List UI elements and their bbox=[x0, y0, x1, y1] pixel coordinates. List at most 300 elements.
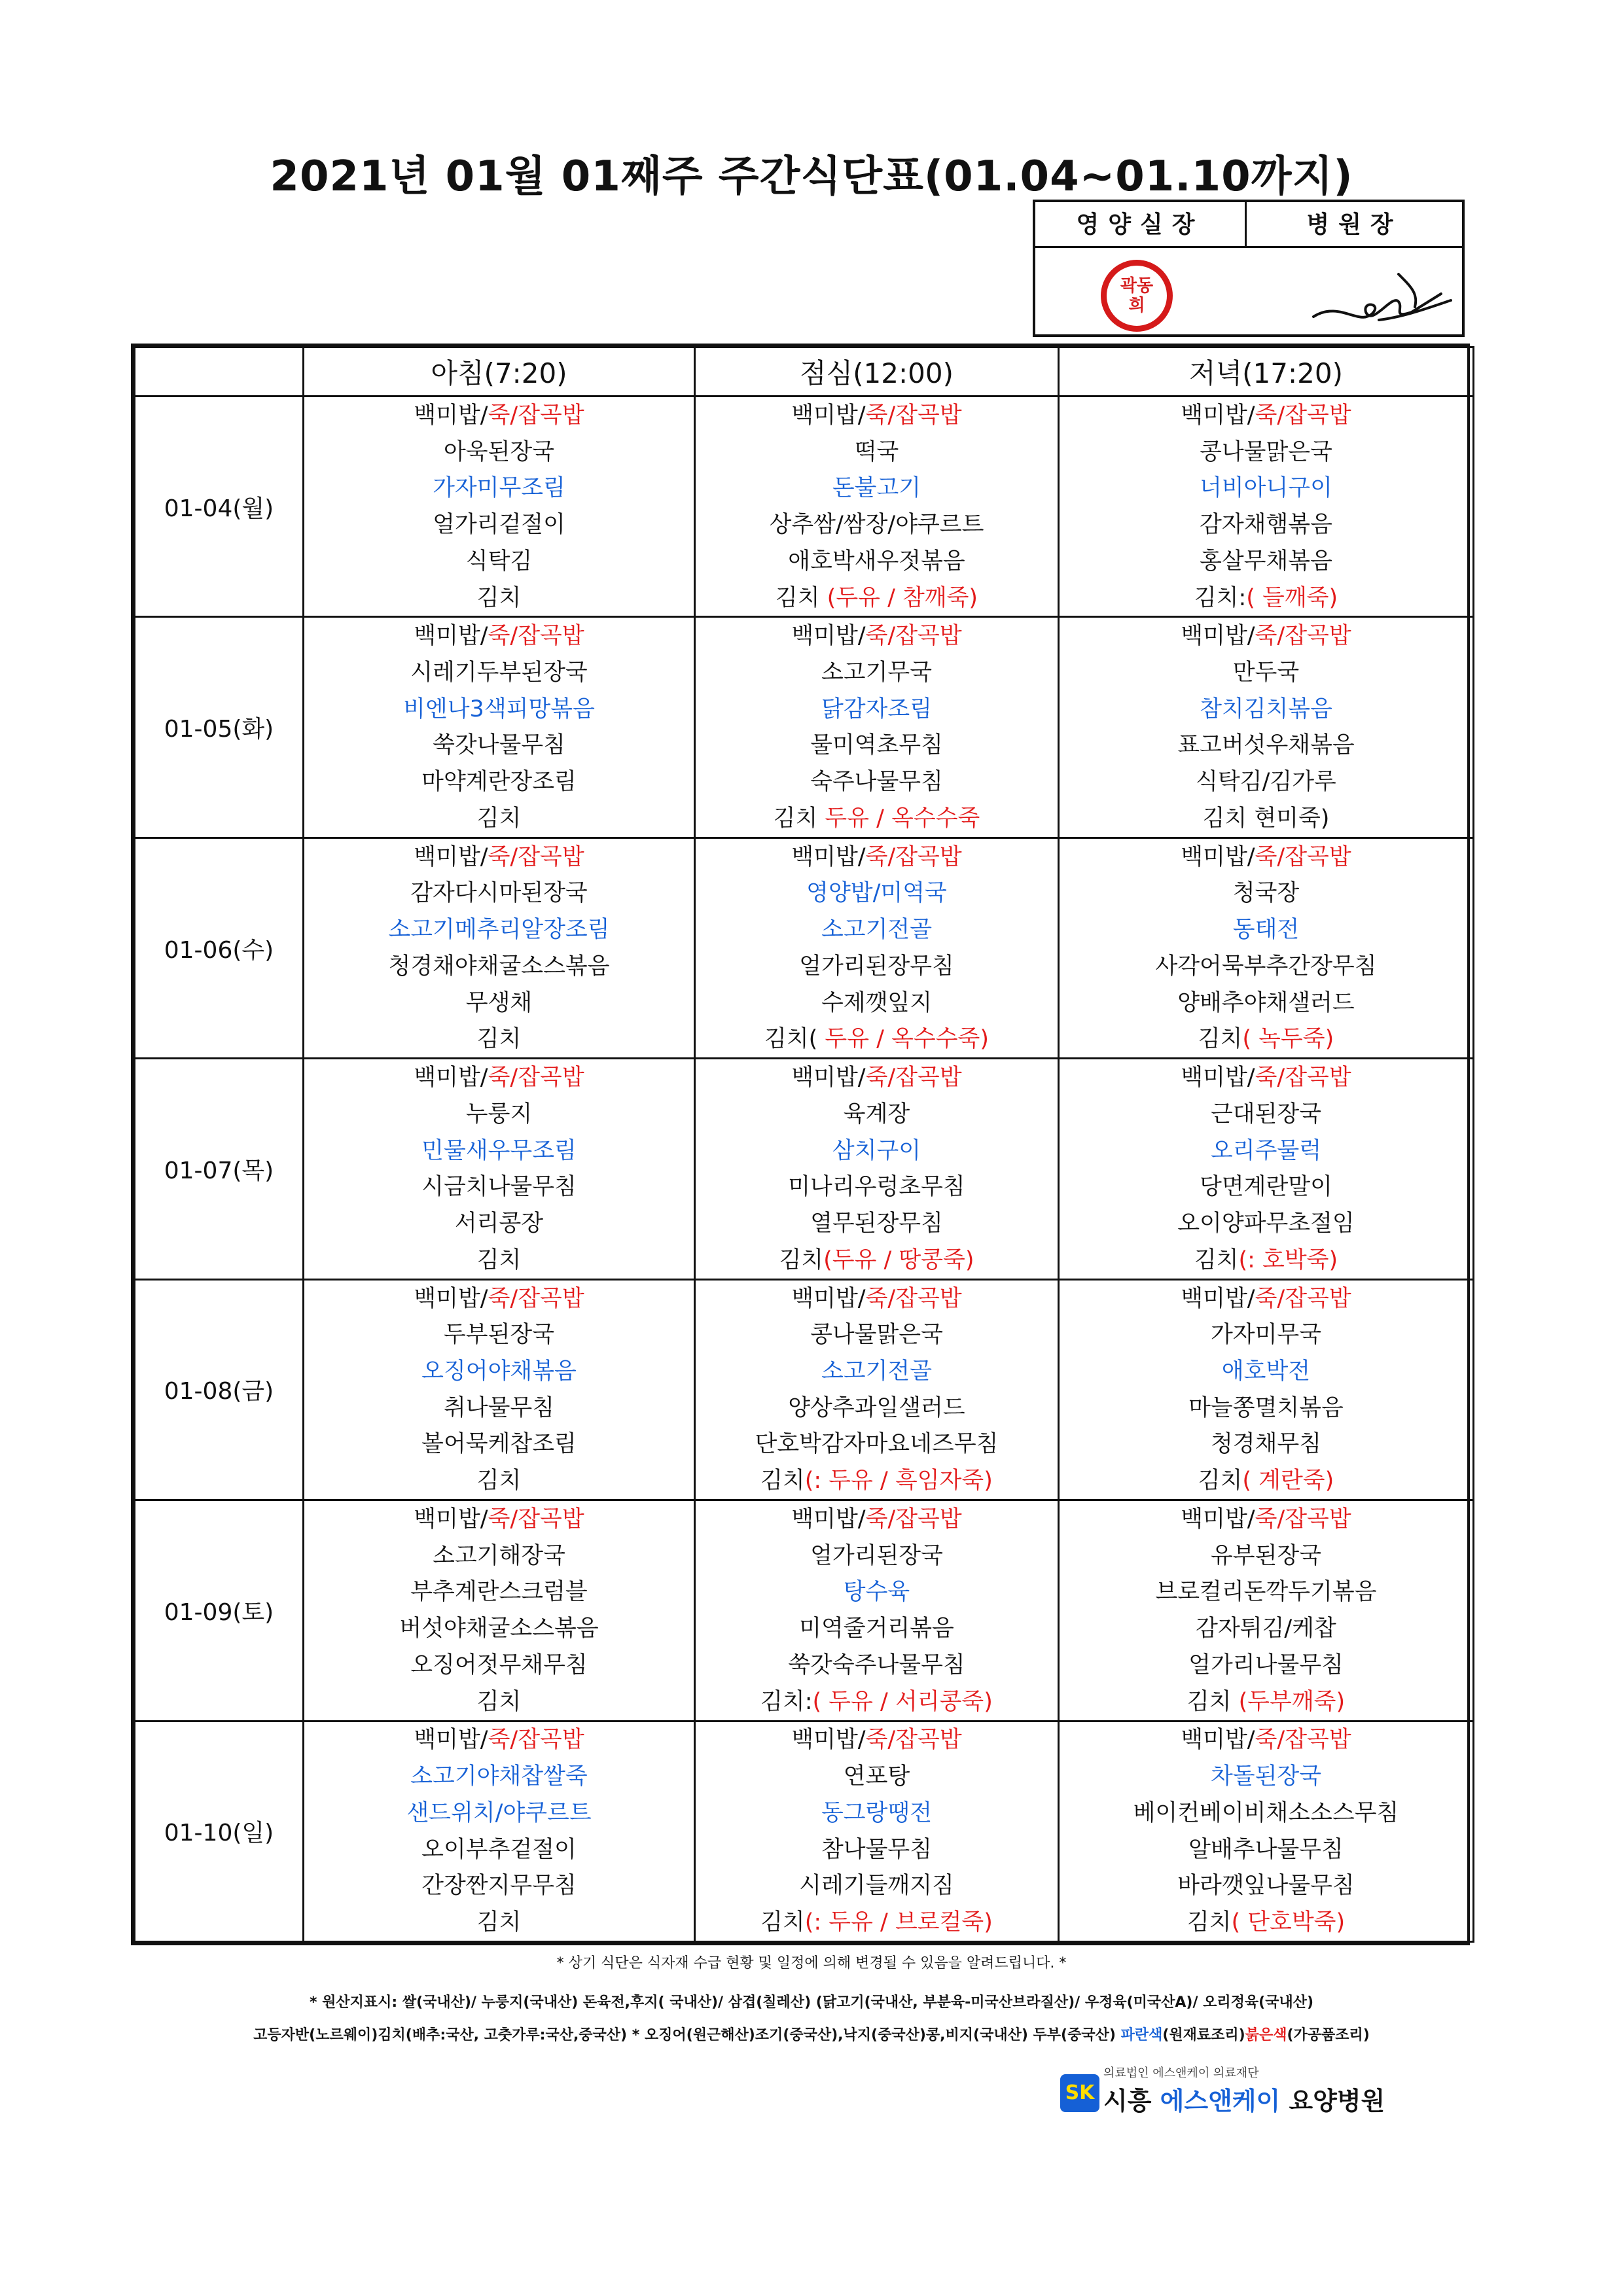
menu-item bbox=[1060, 544, 1472, 578]
menu-item bbox=[304, 1282, 694, 1316]
menu-item bbox=[696, 544, 1058, 578]
menu-item bbox=[1060, 1869, 1472, 1903]
menu-table bbox=[131, 344, 1470, 1945]
menu-item-text: 김치 bbox=[760, 1468, 805, 1494]
header-empty bbox=[135, 347, 304, 397]
menu-item-text: 떡국 bbox=[854, 438, 899, 465]
menu-item-text: 죽/잡곡밥 bbox=[488, 623, 584, 650]
menu-item bbox=[1060, 1391, 1472, 1425]
menu-item-text: 백미밥/ bbox=[791, 1506, 866, 1532]
dinner-menu-cell bbox=[1059, 1500, 1474, 1721]
menu-item-text: 식탁김 bbox=[465, 548, 533, 574]
menu-item-text: 청경채야채굴소스볶음 bbox=[388, 953, 610, 980]
menu-item-text: 미역줄거리볶음 bbox=[799, 1616, 954, 1642]
menu-item bbox=[696, 656, 1058, 690]
menu-item bbox=[696, 398, 1058, 433]
menu-item-text: 민물새우무조림 bbox=[421, 1137, 577, 1164]
menu-item-text: 죽/잡곡밥 bbox=[865, 623, 962, 650]
menu-item-text: 영양밥/미역국 bbox=[806, 880, 947, 907]
menu-item bbox=[696, 1170, 1058, 1204]
approval-label-nutrition: 영양실장 bbox=[1035, 202, 1247, 248]
menu-item bbox=[1060, 692, 1472, 726]
menu-item bbox=[304, 728, 694, 762]
menu-item bbox=[696, 876, 1058, 910]
menu-item-text: 소고기야채찹쌀죽 bbox=[410, 1763, 588, 1790]
menu-item-text: 백미밥/ bbox=[1181, 1065, 1255, 1091]
menu-item-text: 백미밥/ bbox=[1181, 843, 1255, 870]
menu-item bbox=[304, 398, 694, 433]
menu-item bbox=[304, 1905, 694, 1939]
menu-item-text: (두유 / 땅콩죽) bbox=[823, 1246, 974, 1273]
lunch-menu-cell bbox=[695, 1279, 1059, 1500]
menu-item-text: 단호박감자마요네즈무침 bbox=[755, 1431, 999, 1458]
menu-item bbox=[1060, 765, 1472, 799]
menu-item bbox=[304, 1648, 694, 1682]
menu-item bbox=[304, 949, 694, 983]
menu-item bbox=[1060, 728, 1472, 762]
menu-item bbox=[696, 692, 1058, 726]
lunch-menu-cell bbox=[695, 1500, 1059, 1721]
menu-item bbox=[1060, 471, 1472, 505]
menu-item-text: 죽/잡곡밥 bbox=[1255, 402, 1351, 429]
menu-item-text: 애호박전 bbox=[1221, 1358, 1311, 1385]
menu-item bbox=[696, 1575, 1058, 1609]
menu-item bbox=[1060, 435, 1472, 469]
menu-item-text: 비엔나3색피망볶음 bbox=[403, 696, 595, 722]
lunch-menu-cell bbox=[695, 1721, 1059, 1941]
menu-item-text: 죽/잡곡밥 bbox=[865, 1285, 962, 1312]
menu-item bbox=[304, 1723, 694, 1757]
menu-item bbox=[1060, 1097, 1472, 1131]
menu-item bbox=[696, 840, 1058, 874]
menu-item-text: 김치 bbox=[476, 1468, 522, 1494]
menu-item-text: 죽/잡곡밥 bbox=[865, 843, 962, 870]
menu-item bbox=[1060, 1833, 1472, 1867]
menu-day-row bbox=[135, 617, 1474, 838]
menu-item bbox=[696, 1022, 1058, 1056]
menu-item bbox=[696, 949, 1058, 983]
menu-item bbox=[1060, 840, 1472, 874]
menu-item-text: 수제깻잎지 bbox=[821, 989, 933, 1016]
breakfast-menu-cell bbox=[304, 1500, 695, 1721]
menu-item bbox=[696, 728, 1058, 762]
menu-item-text: 김치 bbox=[773, 805, 825, 832]
menu-item bbox=[1060, 802, 1472, 836]
menu-item bbox=[1060, 1318, 1472, 1352]
menu-item-text: 샌드위치/야쿠르트 bbox=[406, 1799, 592, 1826]
menu-item bbox=[1060, 1905, 1472, 1939]
menu-item-text: 죽/잡곡밥 bbox=[865, 1065, 962, 1091]
menu-item-text: 소고기메추리알장조림 bbox=[388, 917, 610, 944]
menu-item bbox=[304, 1502, 694, 1536]
menu-item-text: 당면계란말이 bbox=[1200, 1174, 1332, 1201]
menu-item bbox=[696, 619, 1058, 653]
menu-item bbox=[304, 1061, 694, 1095]
menu-item bbox=[304, 986, 694, 1020]
menu-item-text: 누룽지 bbox=[465, 1101, 533, 1127]
menu-item-text: 백미밥/ bbox=[791, 623, 866, 650]
menu-item bbox=[304, 1243, 694, 1277]
menu-item bbox=[696, 1097, 1058, 1131]
menu-item bbox=[1060, 1282, 1472, 1316]
hospital-logo-icon: SK bbox=[1060, 2074, 1099, 2112]
menu-item-text: 오징어야채볶음 bbox=[421, 1358, 577, 1385]
menu-item-text: 동그랑땡전 bbox=[821, 1799, 933, 1826]
menu-item-text: 오이부추겉절이 bbox=[421, 1836, 577, 1863]
menu-item-text: 김치 bbox=[476, 584, 522, 611]
menu-item bbox=[696, 1685, 1058, 1719]
menu-item bbox=[696, 508, 1058, 542]
day-date: 01-05(화) bbox=[135, 617, 304, 838]
hospital-signature bbox=[1060, 2061, 1385, 2115]
menu-item-text: 버섯야채굴소스볶음 bbox=[399, 1616, 599, 1642]
menu-item-text: 죽/잡곡밥 bbox=[488, 1506, 584, 1532]
dinner-menu-cell bbox=[1059, 1721, 1474, 1941]
menu-item-text: 청경채무침 bbox=[1210, 1431, 1322, 1458]
menu-item-text: 동태전 bbox=[1232, 917, 1300, 944]
menu-item-text: 죽/잡곡밥 bbox=[1255, 1727, 1351, 1754]
menu-item-text: ( 녹두죽) bbox=[1242, 1026, 1334, 1053]
menu-item bbox=[1060, 1061, 1472, 1095]
menu-item-text: ) bbox=[1320, 805, 1330, 832]
menu-item bbox=[304, 765, 694, 799]
menu-item bbox=[696, 1869, 1058, 1903]
menu-item-text: 열무된장무침 bbox=[810, 1210, 943, 1237]
menu-item-text: (: 두유 / 브로컬죽) bbox=[804, 1909, 993, 1936]
header-breakfast: 아침(7:20) bbox=[304, 347, 695, 397]
menu-item-text: 백미밥/ bbox=[414, 1065, 488, 1091]
menu-item bbox=[1060, 508, 1472, 542]
menu-item-text: 소고기전골 bbox=[821, 1358, 933, 1385]
menu-item-text: 얼가리겉절이 bbox=[433, 512, 565, 539]
menu-item bbox=[1060, 398, 1472, 433]
menu-item-text: 죽/잡곡밥 bbox=[1255, 1506, 1351, 1532]
menu-item-text: 김치 bbox=[476, 1909, 522, 1936]
menu-item-text: 백미밥/ bbox=[414, 843, 488, 870]
menu-item bbox=[1060, 1022, 1472, 1056]
menu-day-row bbox=[135, 397, 1474, 617]
menu-item bbox=[304, 1796, 694, 1830]
menu-item bbox=[1060, 1243, 1472, 1277]
hospital-name: 시흥 에스앤케이 요양병원 bbox=[1103, 2087, 1385, 2115]
menu-item-text: ( 계란죽) bbox=[1242, 1468, 1334, 1494]
day-date: 01-08(금) bbox=[135, 1279, 304, 1500]
menu-item bbox=[1060, 986, 1472, 1020]
menu-item bbox=[1060, 1685, 1472, 1719]
menu-item-text: 감자채햄볶음 bbox=[1200, 512, 1332, 539]
menu-item bbox=[1060, 876, 1472, 910]
menu-item-text: 숙주나물무침 bbox=[810, 769, 943, 796]
menu-item bbox=[304, 802, 694, 836]
page-title: 2021년 01월 01째주 주간식단표(01.04~01.10까지) bbox=[270, 152, 1353, 201]
menu-item bbox=[696, 471, 1058, 505]
menu-item bbox=[1060, 1759, 1472, 1793]
menu-item bbox=[1060, 1723, 1472, 1757]
menu-item bbox=[304, 508, 694, 542]
menu-item-text: 김치 bbox=[1186, 1688, 1239, 1715]
menu-item-text: (: 두유 / 흑임자죽) bbox=[804, 1468, 993, 1494]
menu-item-text: 백미밥/ bbox=[414, 1727, 488, 1754]
menu-item-text: 시레기두부된장국 bbox=[410, 660, 588, 686]
menu-day-row bbox=[135, 1500, 1474, 1721]
menu-item-text: 소고기무국 bbox=[821, 660, 933, 686]
menu-item bbox=[1060, 1648, 1472, 1682]
menu-item bbox=[304, 1318, 694, 1352]
menu-item-text: 백미밥/ bbox=[1181, 1727, 1255, 1754]
menu-item-text: 감자튀김/케찹 bbox=[1196, 1616, 1336, 1642]
menu-item bbox=[304, 1427, 694, 1461]
menu-item-text: 두유 / 옥수수죽) bbox=[817, 1026, 989, 1053]
menu-item bbox=[696, 802, 1058, 836]
lunch-menu-cell bbox=[695, 838, 1059, 1058]
menu-item-text: 유부된장국 bbox=[1210, 1542, 1322, 1569]
menu-item bbox=[304, 1833, 694, 1867]
menu-item bbox=[696, 1427, 1058, 1461]
menu-item-text: 간장짠지무무침 bbox=[421, 1873, 577, 1899]
menu-item-text: 백미밥/ bbox=[1181, 1506, 1255, 1532]
menu-item-text: 오이양파무초절임 bbox=[1177, 1210, 1355, 1237]
menu-item bbox=[304, 1134, 694, 1168]
menu-item-text: 죽/잡곡밥 bbox=[488, 402, 584, 429]
day-date: 01-10(일) bbox=[135, 1721, 304, 1941]
menu-item-text: 김치 bbox=[1198, 1468, 1243, 1494]
origin-label-line2: 고등자반(노르웨이)김치(배추:국산, 고춧가루:국산,중국산) * 오징어(원근해산)조기(중국산),낙지(중국산)콩,비지(국내산) 두부(중국산) 파란색(원재료조리)붉은색(가공품조리) bbox=[253, 2027, 1370, 2043]
menu-item-text: 쑥갓나물무침 bbox=[433, 732, 565, 759]
menu-item bbox=[696, 1612, 1058, 1646]
menu-item-text: (두유 / 참깨죽) bbox=[827, 584, 978, 611]
menu-item bbox=[696, 1318, 1058, 1352]
approval-box bbox=[1033, 200, 1465, 337]
menu-item bbox=[1060, 1502, 1472, 1536]
menu-item-text: 베이컨베이비채소소스무침 bbox=[1133, 1799, 1399, 1826]
menu-header-row bbox=[135, 347, 1474, 397]
header-dinner: 저녁(17:20) bbox=[1059, 347, 1474, 397]
menu-item-text: 미나리우렁초무침 bbox=[788, 1174, 965, 1201]
menu-item bbox=[696, 1061, 1058, 1095]
menu-item-text: 백미밥/ bbox=[791, 1285, 866, 1312]
menu-item-text: 백미밥/ bbox=[414, 402, 488, 429]
menu-item-text: 사각어묵부추간장무침 bbox=[1155, 953, 1377, 980]
dinner-menu-cell bbox=[1059, 1279, 1474, 1500]
menu-item-text: 김치 bbox=[1198, 1026, 1243, 1053]
menu-item-text: 볼어묵케찹조림 bbox=[421, 1431, 577, 1458]
menu-item bbox=[1060, 1207, 1472, 1241]
menu-item bbox=[1060, 619, 1472, 653]
menu-item-text: 김치 bbox=[476, 1246, 522, 1273]
menu-item-text: 시레기들깨지짐 bbox=[799, 1873, 954, 1899]
menu-item-text: 죽/잡곡밥 bbox=[1255, 1285, 1351, 1312]
menu-item-text: 백미밥/ bbox=[791, 402, 866, 429]
menu-item-text: 김치 bbox=[476, 805, 522, 832]
menu-item-text: 소고기전골 bbox=[821, 917, 933, 944]
menu-item bbox=[304, 619, 694, 653]
menu-item bbox=[696, 913, 1058, 947]
menu-item bbox=[696, 1796, 1058, 1830]
breakfast-menu-cell bbox=[304, 617, 695, 838]
menu-item-text: 얼가리된장무침 bbox=[799, 953, 954, 980]
menu-item bbox=[304, 1464, 694, 1498]
menu-item-text: (두부깨죽) bbox=[1238, 1688, 1346, 1715]
seal-stamp-icon: 곽동 희 bbox=[1101, 260, 1173, 332]
menu-item-text: 죽/잡곡밥 bbox=[1255, 623, 1351, 650]
menu-item-text: 죽/잡곡밥 bbox=[488, 843, 584, 870]
menu-item bbox=[696, 1648, 1058, 1682]
menu-item-text: 백미밥/ bbox=[414, 1285, 488, 1312]
menu-item bbox=[304, 1207, 694, 1241]
menu-item bbox=[696, 1539, 1058, 1573]
menu-item-text: 부추계란스크럼블 bbox=[410, 1579, 588, 1606]
menu-item-text: 삼치구이 bbox=[832, 1137, 921, 1164]
breakfast-menu-cell bbox=[304, 397, 695, 617]
menu-item-text: 참치김치볶음 bbox=[1200, 696, 1332, 722]
menu-item-text: 백미밥/ bbox=[1181, 623, 1255, 650]
menu-item-text: 죽/잡곡밥 bbox=[1255, 843, 1351, 870]
menu-item-text: 육계장 bbox=[843, 1101, 910, 1127]
menu-item-text: 백미밥/ bbox=[414, 623, 488, 650]
menu-item-text: 죽/잡곡밥 bbox=[488, 1065, 584, 1091]
menu-item-text: 죽/잡곡밥 bbox=[1255, 1065, 1351, 1091]
menu-item-text: 가자미무조림 bbox=[433, 475, 565, 502]
menu-item-text: 감자다시마된장국 bbox=[410, 880, 588, 907]
day-date: 01-09(토) bbox=[135, 1500, 304, 1721]
menu-item-text: 김치 bbox=[1194, 1246, 1239, 1273]
change-notice: * 상기 식단은 식자재 수급 현황 및 일정에 의해 변경될 수 있음을 알려드립니다. * bbox=[556, 1955, 1067, 1971]
menu-item-text: 아욱된장국 bbox=[443, 438, 555, 465]
menu-item-text: 탕수육 bbox=[843, 1579, 910, 1606]
menu-item-text: 김치: bbox=[1194, 584, 1247, 611]
menu-item-text: 차돌된장국 bbox=[1210, 1763, 1322, 1790]
menu-item-text: 죽/잡곡밥 bbox=[865, 402, 962, 429]
menu-item-text: 브로컬리돈깍두기볶음 bbox=[1155, 1579, 1377, 1606]
menu-item bbox=[304, 1391, 694, 1425]
menu-item bbox=[304, 1612, 694, 1646]
header-lunch: 점심(12:00) bbox=[695, 347, 1059, 397]
menu-item bbox=[1060, 913, 1472, 947]
menu-item bbox=[696, 1282, 1058, 1316]
menu-item-text: 표고버섯우채볶음 bbox=[1177, 732, 1355, 759]
menu-item bbox=[1060, 1170, 1472, 1204]
menu-item-text: 김치 bbox=[779, 1246, 824, 1273]
breakfast-menu-cell bbox=[304, 1059, 695, 1279]
menu-item-text: ( 두유 / 서리콩죽) bbox=[812, 1688, 993, 1715]
menu-item bbox=[696, 1207, 1058, 1241]
menu-item-text: 죽/잡곡밥 bbox=[865, 1727, 962, 1754]
menu-item-text: 김치 bbox=[476, 1688, 522, 1715]
menu-item bbox=[1060, 949, 1472, 983]
menu-item-text: 죽/잡곡밥 bbox=[488, 1285, 584, 1312]
menu-item-text: 오징어젓무채무침 bbox=[410, 1651, 588, 1678]
menu-day-row bbox=[135, 1059, 1474, 1279]
menu-item bbox=[1060, 1575, 1472, 1609]
menu-item-text: 식탁김/김가루 bbox=[1196, 769, 1336, 796]
menu-item bbox=[696, 765, 1058, 799]
menu-item bbox=[304, 1354, 694, 1388]
menu-item bbox=[1060, 1464, 1472, 1498]
menu-item-text: ( 단호박죽) bbox=[1231, 1909, 1346, 1936]
menu-item bbox=[304, 1685, 694, 1719]
menu-item-text: 얼가리된장국 bbox=[810, 1542, 943, 1569]
menu-item bbox=[304, 840, 694, 874]
menu-item bbox=[696, 1354, 1058, 1388]
menu-item bbox=[696, 1759, 1058, 1793]
menu-item-text: (: 호박죽) bbox=[1238, 1246, 1338, 1273]
menu-item-text: 현미죽 bbox=[1254, 805, 1321, 832]
menu-item bbox=[696, 435, 1058, 469]
menu-item bbox=[304, 1170, 694, 1204]
menu-item-text: 돈불고기 bbox=[832, 475, 921, 502]
menu-item bbox=[696, 986, 1058, 1020]
menu-item bbox=[1060, 1354, 1472, 1388]
menu-item-text: 참나물무침 bbox=[821, 1836, 933, 1863]
menu-item-text: 바라깻잎나물무침 bbox=[1177, 1873, 1355, 1899]
dinner-menu-cell bbox=[1059, 1059, 1474, 1279]
menu-item-text: 죽/잡곡밥 bbox=[488, 1727, 584, 1754]
menu-item bbox=[304, 1097, 694, 1131]
menu-item bbox=[304, 544, 694, 578]
dinner-menu-cell bbox=[1059, 838, 1474, 1058]
dinner-menu-cell bbox=[1059, 397, 1474, 617]
menu-item-text: 애호박새우젓볶음 bbox=[788, 548, 965, 574]
menu-item-text: 오리주물럭 bbox=[1210, 1137, 1322, 1164]
day-date: 01-07(목) bbox=[135, 1059, 304, 1279]
menu-item-text: 백미밥/ bbox=[1181, 402, 1255, 429]
menu-item-text: 백미밥/ bbox=[791, 1065, 866, 1091]
menu-item-text: 상추쌈/쌈장/야쿠르트 bbox=[769, 512, 984, 539]
menu-item-text: 서리콩장 bbox=[454, 1210, 544, 1237]
menu-item bbox=[304, 692, 694, 726]
menu-item bbox=[1060, 1796, 1472, 1830]
day-date: 01-06(수) bbox=[135, 838, 304, 1058]
menu-item-text: 마늘쫑멸치볶음 bbox=[1188, 1394, 1344, 1421]
menu-item-text: 취나물무침 bbox=[443, 1394, 555, 1421]
menu-item-text: 김치 bbox=[476, 1026, 522, 1053]
menu-item bbox=[304, 471, 694, 505]
menu-item-text: 알배추나물무침 bbox=[1188, 1836, 1344, 1863]
menu-item-text: 양상추과일샐러드 bbox=[788, 1394, 965, 1421]
menu-item bbox=[304, 435, 694, 469]
menu-item bbox=[304, 1539, 694, 1573]
menu-item-text: 마약계란장조림 bbox=[421, 769, 577, 796]
signature-icon bbox=[1300, 255, 1457, 333]
menu-item bbox=[304, 656, 694, 690]
day-date: 01-04(월) bbox=[135, 397, 304, 617]
menu-item-text: 김치: bbox=[760, 1688, 813, 1715]
menu-item-text: 김치( bbox=[764, 1026, 818, 1053]
menu-item bbox=[1060, 656, 1472, 690]
menu-item-text: 김치 bbox=[760, 1909, 805, 1936]
approval-label-director: 병원장 bbox=[1247, 202, 1462, 248]
menu-item bbox=[304, 1869, 694, 1903]
menu-item bbox=[696, 1905, 1058, 1939]
menu-item-text: 홍살무채볶음 bbox=[1200, 548, 1332, 574]
menu-day-row bbox=[135, 1721, 1474, 1941]
menu-item-text: 두부된장국 bbox=[443, 1322, 555, 1349]
breakfast-menu-cell bbox=[304, 1721, 695, 1941]
menu-item-text: 쑥갓숙주나물무침 bbox=[788, 1651, 965, 1678]
menu-item-text: 연포탕 bbox=[843, 1763, 910, 1790]
menu-item-text: 너비아니구이 bbox=[1200, 475, 1332, 502]
menu-item bbox=[304, 581, 694, 615]
menu-item-text: 만두국 bbox=[1232, 660, 1300, 686]
menu-item bbox=[1060, 1612, 1472, 1646]
lunch-menu-cell bbox=[695, 617, 1059, 838]
menu-day-row bbox=[135, 838, 1474, 1058]
menu-item-text: 물미역초무침 bbox=[810, 732, 943, 759]
menu-item bbox=[304, 913, 694, 947]
menu-item-text: 콩나물맑은국 bbox=[1200, 438, 1332, 465]
menu-item-text: ( 들깨죽) bbox=[1246, 584, 1338, 611]
menu-item-text: 시금치나물무침 bbox=[421, 1174, 577, 1201]
